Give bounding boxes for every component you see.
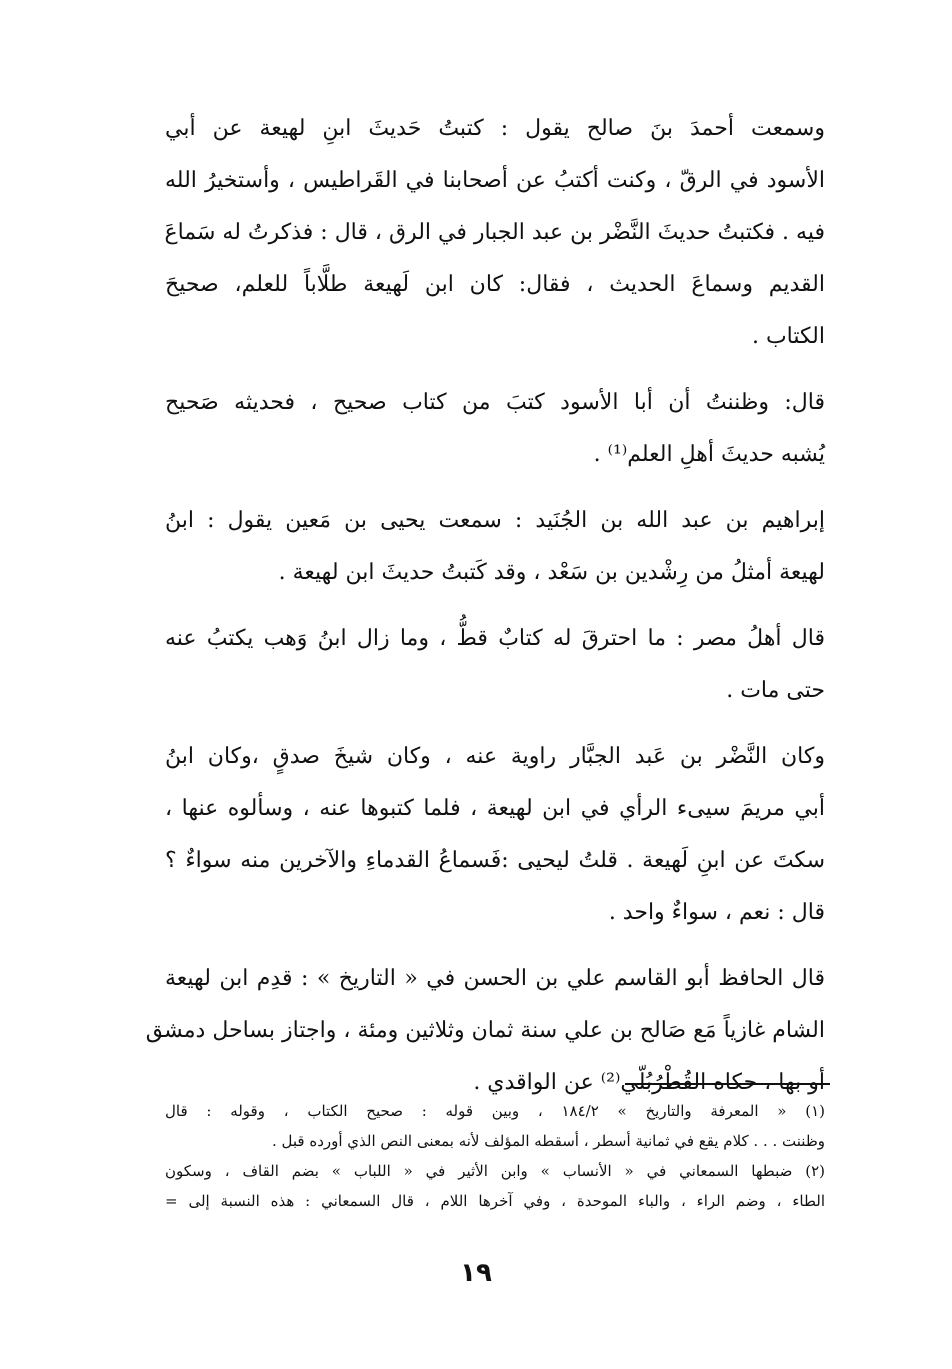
footnotes	[165, 1096, 825, 1216]
paragraph	[165, 613, 825, 717]
paragraph	[145, 953, 825, 1109]
text-line: وسمعت أحمدَ بنَ صالح يقول : كتبتُ حَديثَ ابنِ لهيعة عن أبي	[165, 116, 825, 141]
paragraph	[165, 495, 825, 599]
text-line: وكان النَّضْر بن عَبد الجبَّار راوية عنه ، وكان شيخَ صدقٍ ،وكان ابنُ	[165, 744, 825, 769]
text-line: القديم وسماعَ الحديث ، فقال: كان ابن لَهيعة طلَّاباً للعلم، صحيحَ	[165, 272, 825, 297]
text-line: الكتاب .	[751, 324, 825, 349]
text-line: يُشبه حديثَ أهلِ العلم⁽¹⁾ .	[593, 442, 825, 467]
text-line: قال أهلُ مصر : ما احترقَ له كتابٌ قطُّ ، وما زال ابنُ وَهب يكتبُ عنه	[165, 626, 825, 651]
footnote-line: (٢) ضبطها السمعاني في « الأنساب » وابن الأثير في « اللباب » بضم القاف ، وسكون	[165, 1162, 825, 1180]
text-line: الشام غازياً مَع صَالح بن علي سنة ثمان وثلاثين ومئة ، واجتاز بساحل دمشق	[145, 1018, 825, 1043]
text-line: الأسود في الرقّ ، وكنت أكتبُ عن أصحابنا في القَراطيس ، وأستخيرُ الله	[165, 168, 825, 193]
text-line: قال : نعم ، سواءٌ واحد .	[608, 900, 825, 925]
text-line: لهيعة أمثلُ من رِشْدين بن سَعْد ، وقد كَتبتُ حديثَ ابن لهيعة .	[278, 560, 825, 585]
footnote-separator	[625, 1083, 830, 1085]
text-line: فيه . فكتبتُ حديثَ النَّضْر بن عبد الجبار في الرق ، قال : فذكرتُ له سَماعَ	[164, 220, 825, 245]
text-line: إبراهيم بن عبد الله بن الجُنَيد : سمعت يحيى بن مَعين يقول : ابنُ	[165, 508, 825, 533]
paragraph	[165, 731, 825, 939]
text-line: أو بها ، حكاه القُطْرُبُلّي⁽²⁾ عن الواقدي .	[473, 1070, 825, 1095]
footnote-line: (١) « المعرفة والتاريخ » ١٨٤/٢ ، وبين قوله : صحيح الكتاب ، وقوله : قال	[165, 1102, 825, 1120]
paragraph	[165, 103, 825, 363]
footnote-line: الطاء ، وضم الراء ، والباء الموحدة ، وفي آخرها اللام ، قال السمعاني : هذه النسبة إلى =	[165, 1192, 825, 1210]
text-line: حتى مات .	[726, 678, 825, 703]
text-line: قال: وظننتُ أن أبا الأسود كتبَ من كتاب صحيح ، فحديثه صَحيح	[165, 390, 825, 415]
page-number: ١٩	[460, 1258, 492, 1288]
text-line: أبي مريمَ سيىء الرأي في ابن لهيعة ، فلما كتبوها عنه ، وسألوه عنها ،	[165, 796, 825, 821]
footnote-line: وظننت . . . كلام يقع في ثمانية أسطر ، أسقطه المؤلف لأنه بمعنى النص الذي أورده قبل .	[271, 1132, 825, 1150]
main-text	[145, 103, 825, 1123]
paragraph	[165, 377, 825, 481]
text-line: سكتَ عن ابنِ لَهيعة . قلتُ ليحيى :فَسماعُ القدماءِ والآخرين منه سواءٌ ؟	[165, 848, 825, 873]
text-line: قال الحافظ أبو القاسم علي بن الحسن في « التاريخ » : قدِم ابن لهيعة	[165, 966, 825, 991]
